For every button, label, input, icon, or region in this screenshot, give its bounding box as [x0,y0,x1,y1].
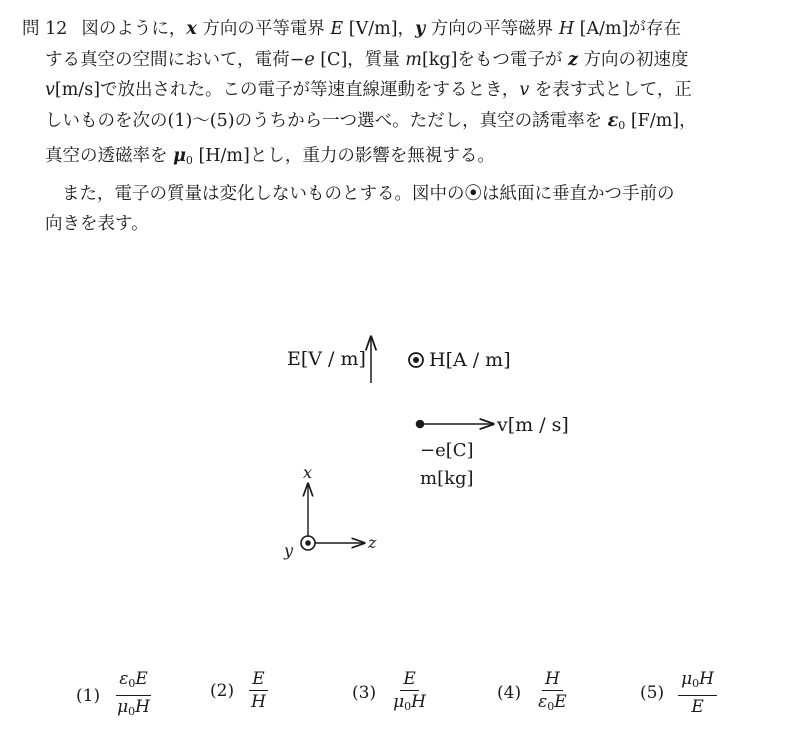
y-axis-out-of-page-icon [301,536,315,550]
out-of-page-symbol-icon [409,353,423,367]
question-line-3: v[m/s]で放出された。この電子が等速直線運動をするとき，v を表す式として，正 [45,80,692,100]
charge-label: −e[C] [420,440,474,461]
question-number: 問 12 [22,19,68,39]
question-line-1: 問 12 図のように，x 方向の平等電界 E [V/m]，y 方向の平等磁界 H [A/m]が存在 [22,19,681,39]
choice-fraction [535,668,570,718]
choice-label: (5) [640,683,665,703]
question-line-2: する真空の空間において，電荷−e [C]，質量 m[kg]をもつ電子が z 方向の初速度 [45,49,689,70]
fraction-denominator: $\mu_0H$ [393,692,426,713]
fraction-numerator: H [542,668,563,691]
fraction-denominator: H [251,692,266,712]
answer-choices [0,668,811,728]
y-axis-label: y [284,541,294,560]
velocity-label: v[m / s] [497,414,569,436]
choice-label: (3) [352,683,377,703]
choice-fraction [390,668,429,718]
choice-2[interactable] [210,668,269,713]
fraction-numerator: E [249,668,267,691]
fraction-denominator: $\mu_0H$ [117,697,150,718]
choice-3[interactable] [352,668,429,718]
electron-dot [416,420,425,429]
e-field-label: E[V / m] [287,348,366,370]
choice-label: (2) [210,680,235,701]
z-axis-label: z [368,533,377,552]
question-line-5: 真空の透磁率を $\mu_0$ [H/m]とし，重力の影響を無視する。 [45,146,495,167]
choice-fraction [114,668,153,723]
choice-5[interactable] [640,668,717,718]
question-line-7: 向きを表す。 [45,214,149,234]
choice-fraction [248,668,269,713]
x-axis-label: x [303,463,313,482]
mass-label: m[kg] [420,468,474,489]
fraction-denominator: E [691,697,704,717]
choice-label: (1) [76,685,101,706]
choice-4[interactable] [497,668,570,718]
choice-label: (4) [497,683,522,703]
question-line-6: また，電子の質量は変化しないものとする。図中の⦿は紙面に垂直かつ手前の [62,183,675,204]
fraction-numerator: $\varepsilon_0E$ [116,668,151,696]
fraction-denominator: $\varepsilon_0E$ [538,692,567,713]
choice-fraction [678,668,717,718]
fraction-numerator: E [400,668,418,691]
h-field-label: H[A / m] [429,349,511,371]
choice-1[interactable] [76,668,153,723]
fraction-numerator: $\mu_0H$ [678,668,717,696]
question-line-4: しいものを次の(1)～(5)のうちから一つ選べ。ただし，真空の誘電率を $\varepsilon_0$ [F/m]， [45,110,697,132]
